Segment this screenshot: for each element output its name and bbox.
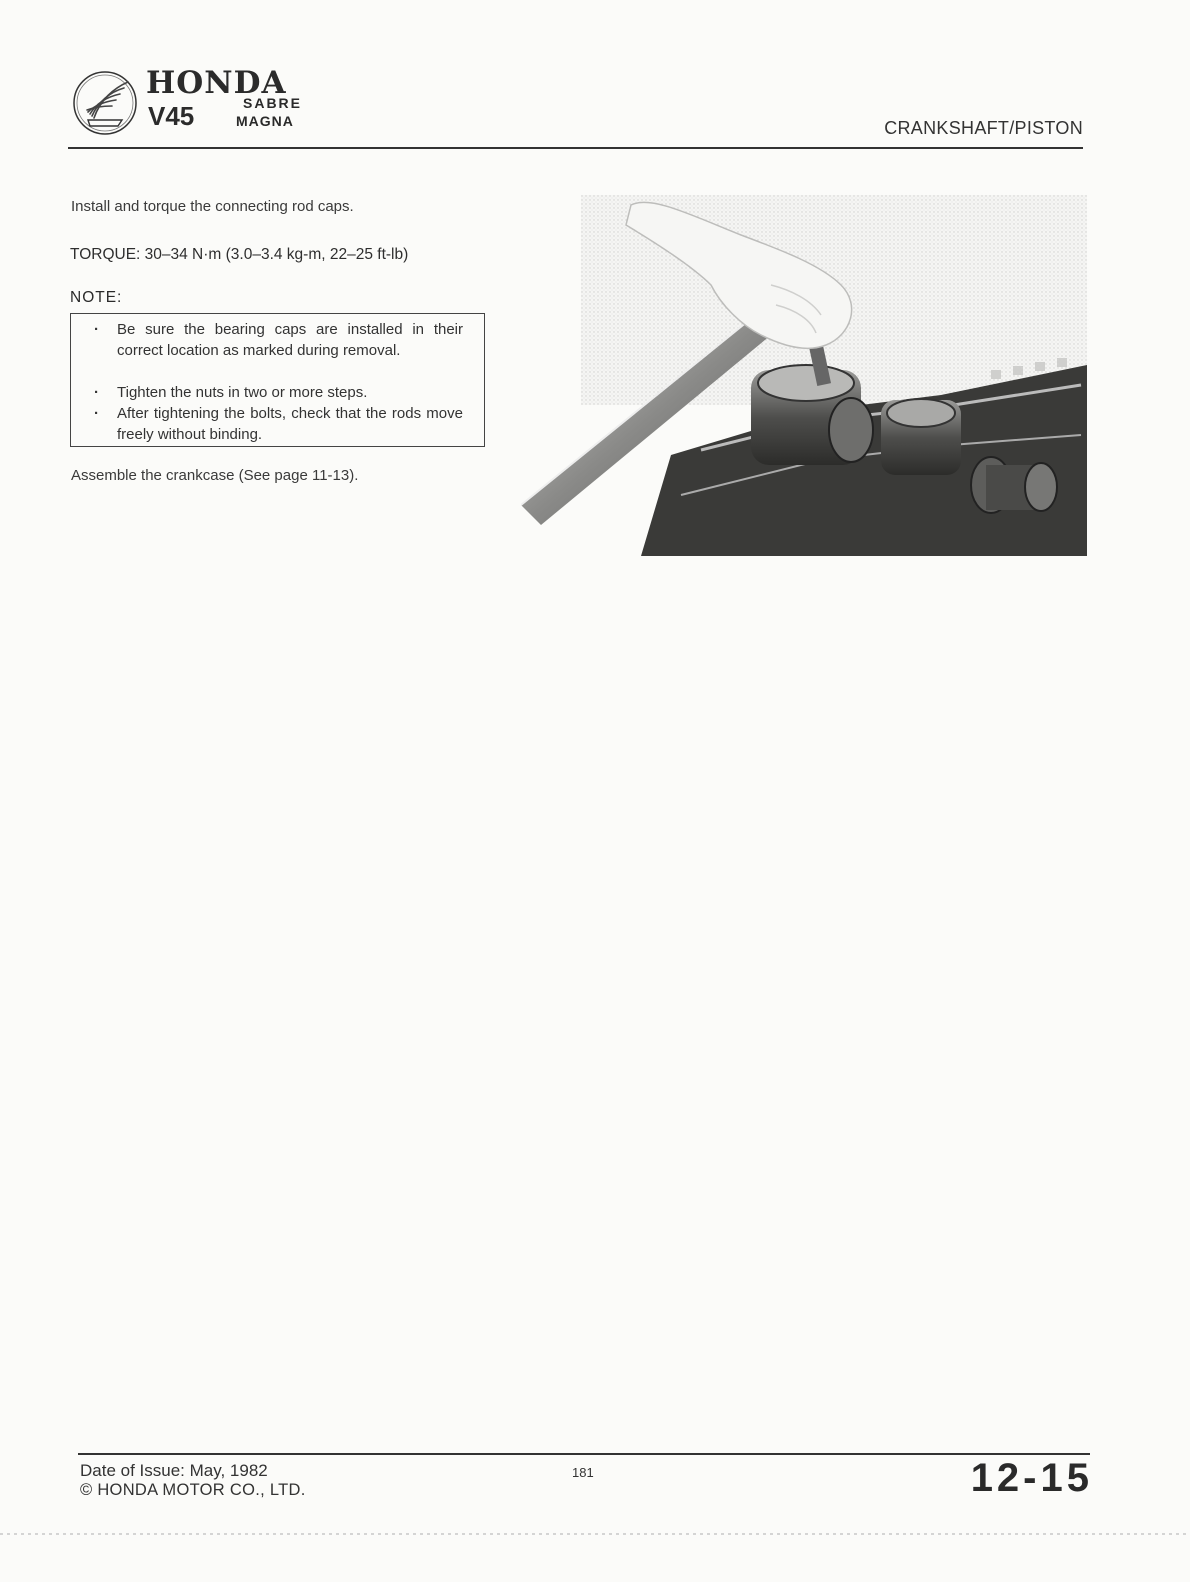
model-variant-magna: MAGNA	[236, 113, 294, 129]
note-item: · Be sure the bearing caps are installed in their correct location as marked during removal.	[117, 319, 463, 361]
copyright: © HONDA MOTOR CO., LTD.	[80, 1481, 306, 1499]
crankshaft-torque-photo	[521, 195, 1087, 556]
section-title: CRANKSHAFT/PISTON	[884, 118, 1083, 138]
honda-wing-logo	[70, 70, 140, 136]
note-item: · Tighten the nuts in two or more steps.	[117, 382, 463, 403]
torque-spec: TORQUE: 30–34 N·m (3.0–3.4 kg-m, 22–25 ft-lb)	[70, 246, 409, 263]
brand-name: HONDA	[146, 65, 287, 101]
header-divider	[68, 147, 1083, 149]
scan-edge	[0, 1533, 1190, 1535]
section-page-number: 12-15	[970, 1456, 1093, 1500]
instruction-text: Install and torque the connecting rod caps.	[71, 198, 354, 215]
model-variant-sabre: SABRE	[243, 95, 303, 111]
note-box	[70, 313, 485, 447]
note-item: · After tightening the bolts, check that the rods move freely without binding.	[117, 403, 463, 445]
model-name: V45	[148, 101, 195, 131]
assemble-instruction: Assemble the crankcase (See page 11-13).	[71, 467, 359, 484]
date-of-issue: Date of Issue: May, 1982	[80, 1461, 268, 1480]
footer-divider	[78, 1453, 1090, 1455]
note-label: NOTE:	[70, 289, 123, 306]
page-number: 181	[572, 1465, 594, 1480]
